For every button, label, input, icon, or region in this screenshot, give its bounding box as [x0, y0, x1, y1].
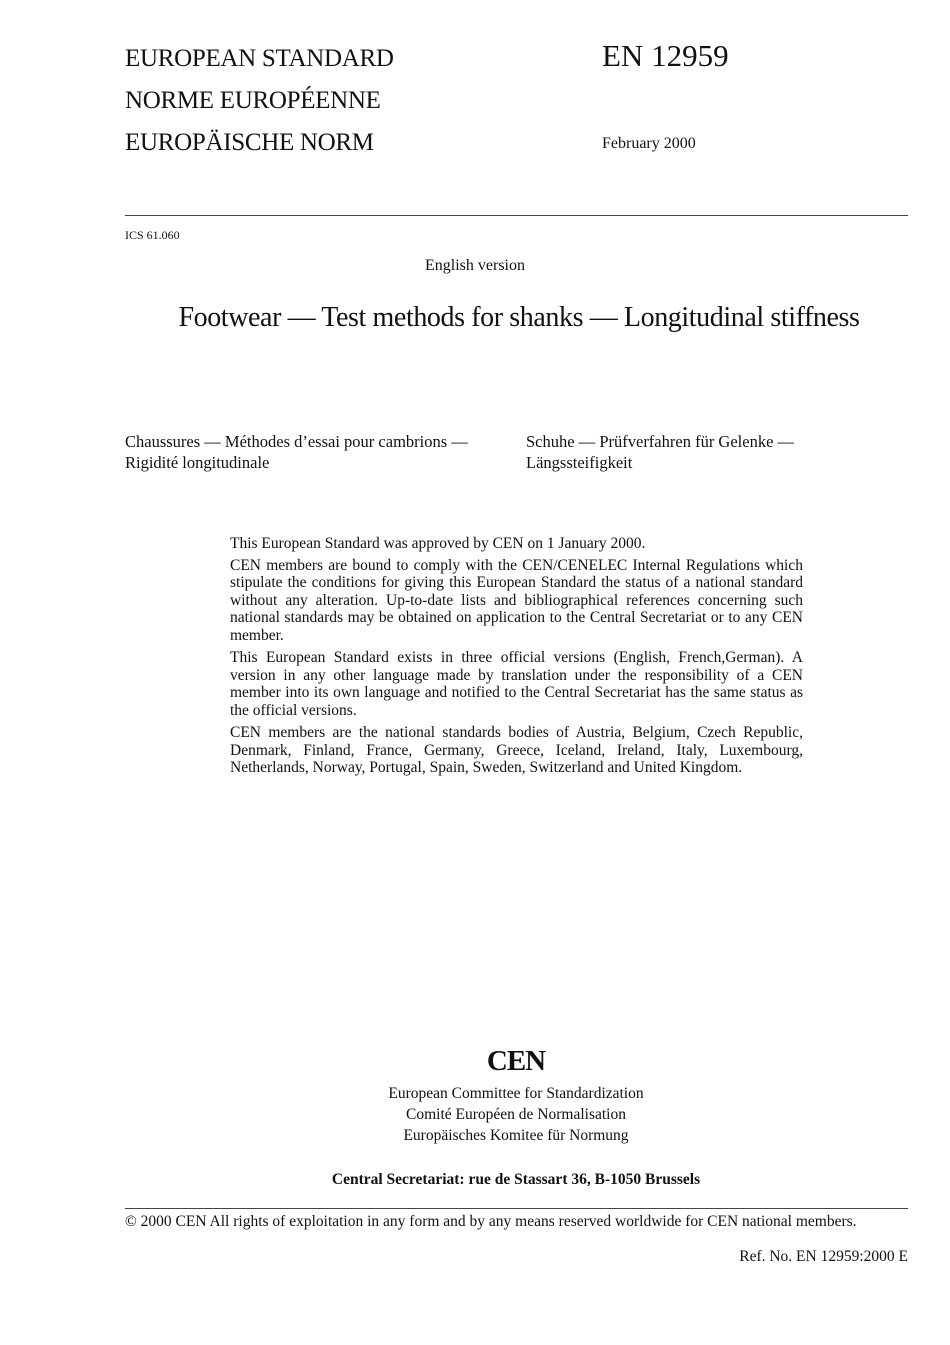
footer-divider — [125, 1208, 908, 1209]
copyright-notice: © 2000 CEN All rights of exploitation in any form and by any means reserved worldwide for CEN national members. — [125, 1213, 857, 1230]
committee-name-fr: Comité Européen de Normalisation — [406, 1106, 626, 1123]
document-title: Footwear — Test methods for shanks — Longitudinal stiffness — [178, 302, 860, 333]
title-french — [125, 431, 468, 473]
standard-type-fr: NORME EUROPÉENNE — [125, 87, 381, 114]
committee-names — [0, 1083, 950, 1146]
title-german-line1: Schuhe — Prüfverfahren für Gelenke — — [526, 432, 795, 451]
standard-type-de: EUROPÄISCHE NORM — [125, 129, 374, 156]
cen-logo: CEN — [486, 1045, 546, 1077]
versions-paragraph: This European Standard exists in three official versions (English, French,German). A version in any other language made by translation under the responsibility of a CEN member into its own language and notified to the Central Secretariat has the same status as the official versions. — [230, 649, 803, 719]
publication-date: February 2000 — [602, 135, 696, 152]
version-label: English version — [425, 257, 525, 274]
title-french-line1: Chaussures — Méthodes d’essai pour cambrions — — [125, 432, 468, 451]
reference-number: Ref. No. EN 12959:2000 E — [739, 1248, 908, 1265]
members-paragraph: CEN members are the national standards bodies of Austria, Belgium, Czech Republic, Denmark, Finland, France, Germany, Greece, Iceland, Ireland, Italy, Luxembourg, Netherlands, Norway, Portugal, Spain, Sweden, Switzerland and United Kingdom. — [230, 724, 803, 776]
title-french-line2: Rigidité longitudinale — [125, 453, 270, 472]
approval-paragraph: This European Standard was approved by CEN on 1 January 2000. — [230, 535, 646, 552]
committee-name-de: Europäisches Komitee für Normung — [403, 1127, 629, 1144]
standard-number: EN 12959 — [602, 38, 729, 73]
approval-notes — [230, 535, 803, 782]
compliance-paragraph: CEN members are bound to comply with the CEN/CENELEC Internal Regulations which stipulate the conditions for giving this European Standard the status of a national standard without any alteration. Up-to-date lists and bibliographical references concerning such national standards may be obtained on application to the Central Secretariat or to any CEN member. — [230, 556, 803, 644]
ics-code: ICS 61.060 — [125, 228, 180, 242]
secretariat-address: Central Secretariat: rue de Stassart 36, B-1050 Brussels — [331, 1171, 701, 1188]
standard-type-en: EUROPEAN STANDARD — [125, 45, 394, 72]
header-divider — [125, 215, 908, 216]
title-german-line2: Längssteifigkeit — [526, 453, 633, 472]
title-german — [526, 431, 794, 473]
committee-name-en: European Committee for Standardization — [388, 1085, 644, 1102]
